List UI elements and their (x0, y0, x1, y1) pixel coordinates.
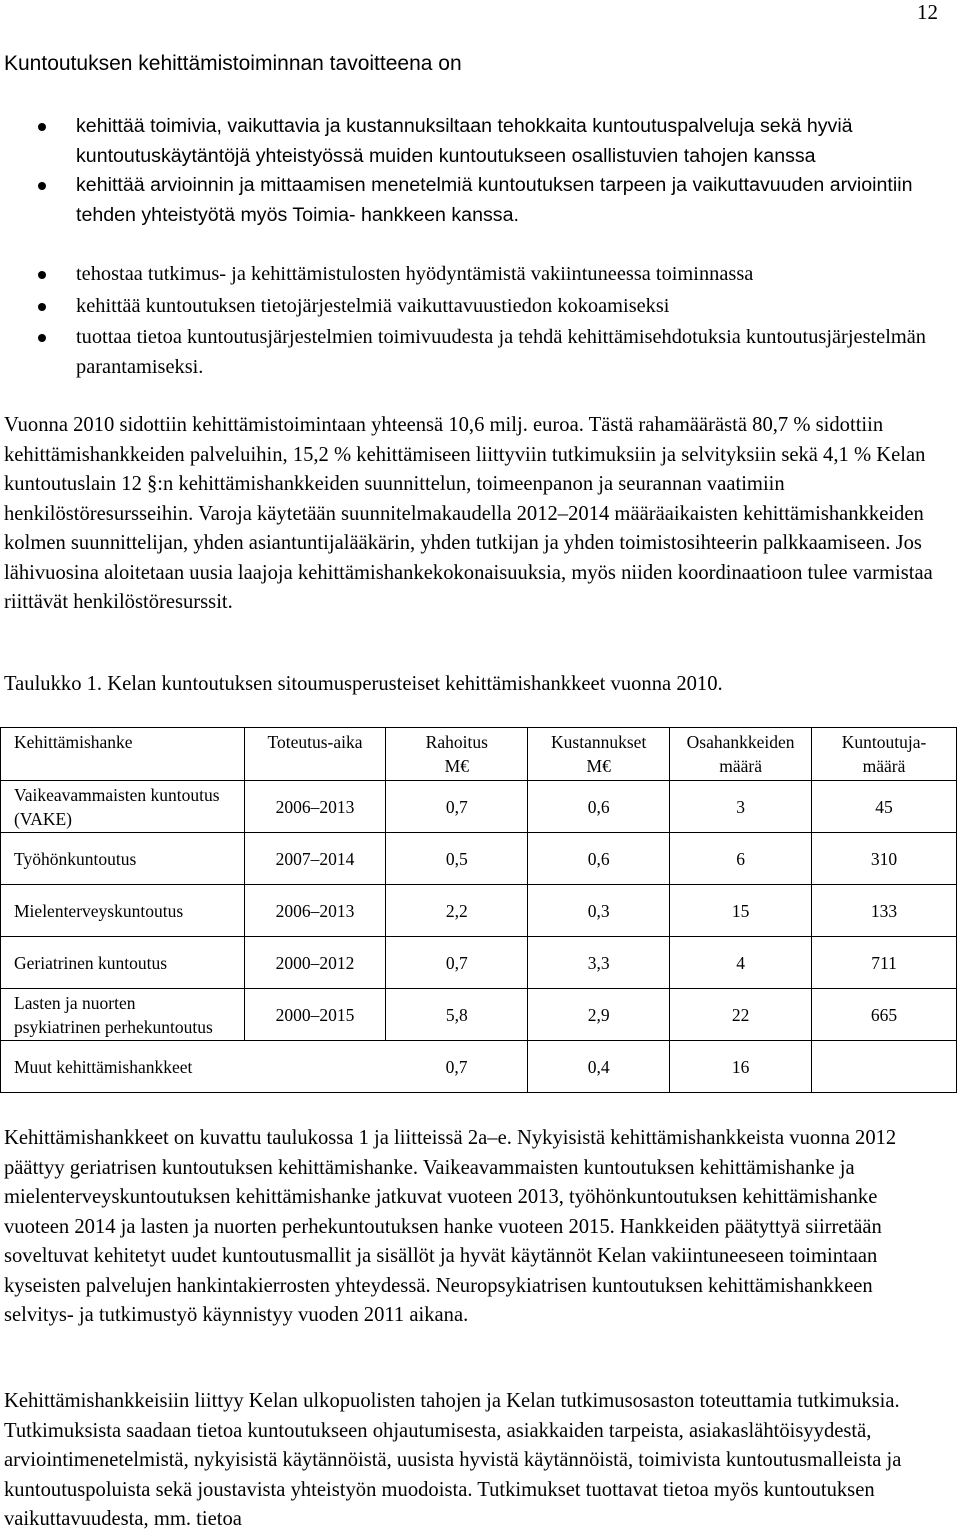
table-cell: 2,9 (528, 989, 670, 1041)
table-cell: 0,7 (386, 781, 528, 833)
table-cell: Lasten ja nuorten psykiatrinen perhekuntoutus (1, 989, 245, 1041)
table-cell: 0,4 (528, 1041, 670, 1093)
header-cell: Kustannukset M€ (528, 728, 670, 781)
table-cell: 133 (812, 885, 957, 937)
table-row (1, 833, 957, 885)
header-cell: Toteutus-aika (244, 728, 386, 781)
list-item: tuottaa tietoa kuntoutusjärjestelmien toimivuudesta ja tehdä kehittämisehdotuksia kuntoutusjärjestelmän parantamiseksi. (0, 323, 940, 382)
table-cell: Mielenterveyskuntoutus (1, 885, 245, 937)
table-cell: 6 (670, 833, 812, 885)
table-cell: 0,7 (386, 1041, 528, 1093)
table-cell (812, 1041, 957, 1093)
table-cell: 0,5 (386, 833, 528, 885)
table-cell: 4 (670, 937, 812, 989)
list-item: tehostaa tutkimus- ja kehittämistulosten hyödyntämistä vakiintuneessa toiminnassa (0, 260, 940, 290)
table-cell: 22 (670, 989, 812, 1041)
list-item: kehittää arvioinnin ja mittaamisen menetelmiä kuntoutuksen tarpeen ja vaikuttavuuden arviointiin tehden yhteistyötä myös Toimia- hankkeen kanssa. (0, 171, 940, 230)
table-cell: 2006–2013 (244, 885, 386, 937)
bullet-icon (38, 334, 46, 342)
table-cell: 2000–2015 (244, 989, 386, 1041)
table-row (1, 781, 957, 833)
table-cell: 0,7 (386, 937, 528, 989)
header-cell: Kuntoutuja-määrä (812, 728, 957, 781)
table-cell: 3 (670, 781, 812, 833)
page-number: 12 (917, 0, 938, 24)
table-cell: 0,3 (528, 885, 670, 937)
table-cell: 15 (670, 885, 812, 937)
table-cell: 2,2 (386, 885, 528, 937)
table-cell: 45 (812, 781, 957, 833)
projects-table (0, 727, 957, 1093)
table-cell: 2000–2012 (244, 937, 386, 989)
table-cell: 310 (812, 833, 957, 885)
table-row (1, 885, 957, 937)
bullet-icon (38, 303, 46, 311)
table-row (1, 1041, 957, 1093)
header-cell: Osahankkeiden määrä (670, 728, 812, 781)
goals-list (0, 112, 940, 230)
table-cell: Työhönkuntoutus (1, 833, 245, 885)
table-cell: 2006–2013 (244, 781, 386, 833)
table-caption: Taulukko 1. Kelan kuntoutuksen sitoumusperusteiset kehittämishankkeet vuonna 2010. (4, 673, 723, 695)
table-cell: Geriatrinen kuntoutus (1, 937, 245, 989)
paragraph-funding: Vuonna 2010 sidottiin kehittämistoimintaan yhteensä 10,6 milj. euroa. Tästä rahamäärästä 80,7 % sidottiin kehittämishankkeiden palveluihin, 15,2 % kehittämiseen liittyviin tutkimuksiin ja selvityksiin sekä 4,1 % Kelan kuntoutuslain 12 §:n kehittämishankkeiden suunnittelun, toimeenpanon ja seurannan vaatimiin henkilöstöresursseihin. Varoja käytetään suunnitelmakaudella 2012–2014 määräaikaisten kehittämishankkeiden kolmen suunnittelijan, yhden asiantuntijalääkärin, yhden tutkijan ja yhden toimistosihteerin palkkaamiseen. Jos lähivuosina aloitetaan uusia laajoja kehittämishankekokonaisuuksia, myös niiden koordinaatioon tulee varmistaa riittävät henkilöstöresurssit. (4, 414, 933, 613)
list-item: kehittää kuntoutuksen tietojärjestelmiä vaikuttavuustiedon kokoamiseksi (0, 292, 940, 322)
bullet-icon (38, 123, 46, 131)
table-cell: 16 (670, 1041, 812, 1093)
section-heading: Kuntoutuksen kehittämistoiminnan tavoitteena on (4, 52, 462, 75)
paragraph-research: Kehittämishankkeisiin liittyy Kelan ulkopuolisten tahojen ja Kelan tutkimusosaston toteuttamia tutkimuksia. Tutkimuksista saadaan tietoa kuntoutukseen ohjautumisesta, asiakkaiden tarpeista, asiakaslähtöisyydestä, arviointimenetelmistä, nykyisistä käytännöistä, uusista hyvistä käytännöistä, toimivista kuntoutusmalleista ja kuntoutuspoluista sekä joustavista yhteistyön muodoista. Tutkimukset tuottavat tietoa myös kuntoutuksen vaikuttavuudesta, mm. tietoa (4, 1390, 902, 1530)
bullet-icon (38, 271, 46, 279)
header-cell: Rahoitus M€ (386, 728, 528, 781)
table-cell: 711 (812, 937, 957, 989)
list-item: kehittää toimivia, vaikuttavia ja kustannuksiltaan tehokkaita kuntoutuspalveluja sekä hyviä kuntoutuskäytäntöjä yhteistyössä muiden kuntoutukseen osallistuvien tahojen kanssa (0, 112, 940, 171)
table-cell: 0,6 (528, 833, 670, 885)
table-cell: 665 (812, 989, 957, 1041)
table-cell: 0,6 (528, 781, 670, 833)
bullet-icon (38, 182, 46, 190)
header-cell: Kehittämishanke (1, 728, 245, 781)
table-row (1, 937, 957, 989)
table-cell: Muut kehittämishankkeet (1, 1041, 386, 1093)
table-row (1, 989, 957, 1041)
table-header-row (1, 728, 957, 781)
table-cell: 5,8 (386, 989, 528, 1041)
paragraph-projects: Kehittämishankkeet on kuvattu taulukossa 1 ja liitteissä 2a–e. Nykyisistä kehittämishankkeista vuonna 2012 päättyy geriatrisen kuntoutuksen kehittämishanke. Vaikeavammaisten kuntoutuksen kehittämishanke ja mielenterveyskuntoutuksen kehittämishanke jatkuvat vuoteen 2013, työhönkuntoutuksen kehittämishanke vuoteen 2014 ja lasten ja nuorten perhekuntoutuksen hanke vuoteen 2015. Hankkeiden päätyttyä siirretään soveltuvat kehitetyt uudet kuntoutusmallit ja sisällöt ja hyvät käytännöt Kelan vakiintuneeseen toimintaan kyseisten palvelujen hankintakierrosten yhteydessä. Neuropsykiatrisen kuntoutuksen kehittämishankkeen selvitys- ja tutkimustyö käynnistyy vuoden 2011 aikana. (4, 1127, 897, 1326)
goals-list-continued (0, 260, 940, 382)
table-cell: Vaikeavammaisten kuntoutus (VAKE) (1, 781, 245, 833)
table-cell: 2007–2014 (244, 833, 386, 885)
table-cell: 3,3 (528, 937, 670, 989)
